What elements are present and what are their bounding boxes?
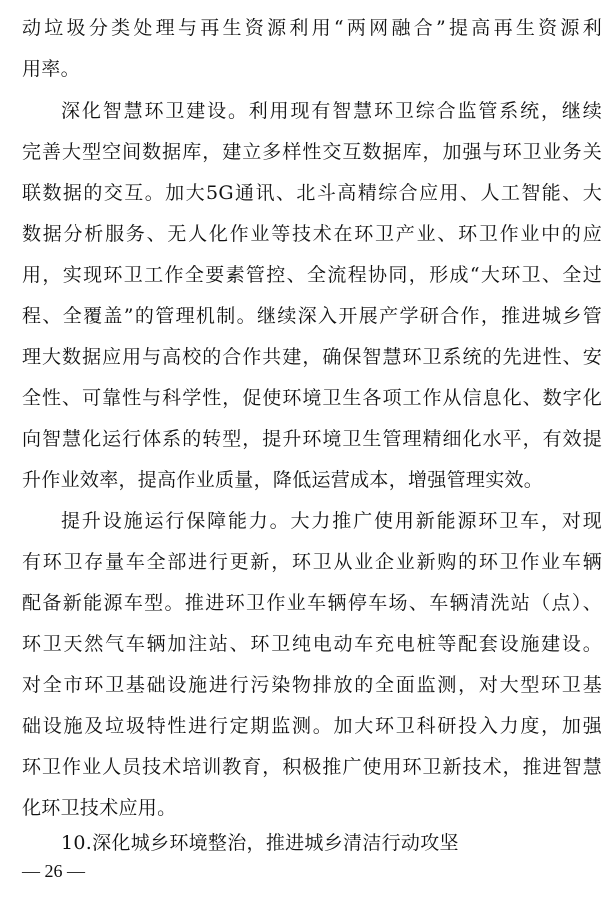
section-heading-10: 10.深化城乡环境整治，推进城乡清洁行动攻坚: [61, 832, 459, 854]
page-number: — 26 —: [22, 861, 85, 881]
text-line-17: 对全市环卫基础设施进行污染物排放的全面监测，对大型环卫基: [22, 674, 602, 696]
text-line-16: 环卫天然气车辆加注站、环卫纯电动车充电桩等配套设施建设。: [22, 633, 602, 655]
text-line-6: 数据分析服务、无人化作业等技术在环卫产业、环卫作业中的应: [22, 223, 602, 245]
text-line-20: 化环卫技术应用。: [22, 797, 177, 819]
text-line-4: 完善大型空间数据库，建立多样性交互数据库，加强与环卫业务关: [22, 141, 602, 163]
text-line-15: 配备新能源车型。推进环卫作业车辆停车场、车辆清洗站（点）、: [22, 592, 602, 614]
text-line-8: 程、全覆盖”的管理机制。继续深入开展产学研合作，推进城乡管: [22, 305, 602, 327]
text-line-11: 向智慧化运行体系的转型，提升环境卫生管理精细化水平，有效提: [22, 428, 602, 450]
text-line-12: 升作业效率，提高作业质量，降低运营成本，增强管理实效。: [22, 469, 544, 491]
text-line-10: 全性、可靠性与科学性，促使环境卫生各项工作从信息化、数字化: [22, 387, 602, 409]
text-line-14: 有环卫存量车全部进行更新，环卫从业企业新购的环卫作业车辆: [22, 551, 602, 573]
text-line-9: 理大数据应用与高校的合作共建，确保智慧环卫系统的先进性、安: [22, 346, 602, 368]
text-line-2: 用率。: [22, 58, 80, 80]
text-line-7: 用，实现环卫工作全要素管控、全流程协同，形成“大环卫、全过: [22, 264, 602, 286]
text-line-1: 动垃圾分类处理与再生资源利用“两网融合”提高再生资源利: [22, 17, 602, 39]
paragraph-smart-sanitation-start: 深化智慧环卫建设。利用现有智慧环卫综合监管系统，继续: [61, 100, 602, 122]
paragraph-facility-support-start: 提升设施运行保障能力。大力推广使用新能源环卫车，对现: [61, 510, 602, 532]
text-line-18: 础设施及垃圾特性进行定期监测。加大环卫科研投入力度，加强: [22, 715, 602, 737]
text-line-19: 环卫作业人员技术培训教育，积极推广使用环卫新技术，推进智慧: [22, 756, 602, 778]
text-line-5: 联数据的交互。加大5G通讯、北斗高精综合应用、人工智能、大: [22, 182, 602, 204]
